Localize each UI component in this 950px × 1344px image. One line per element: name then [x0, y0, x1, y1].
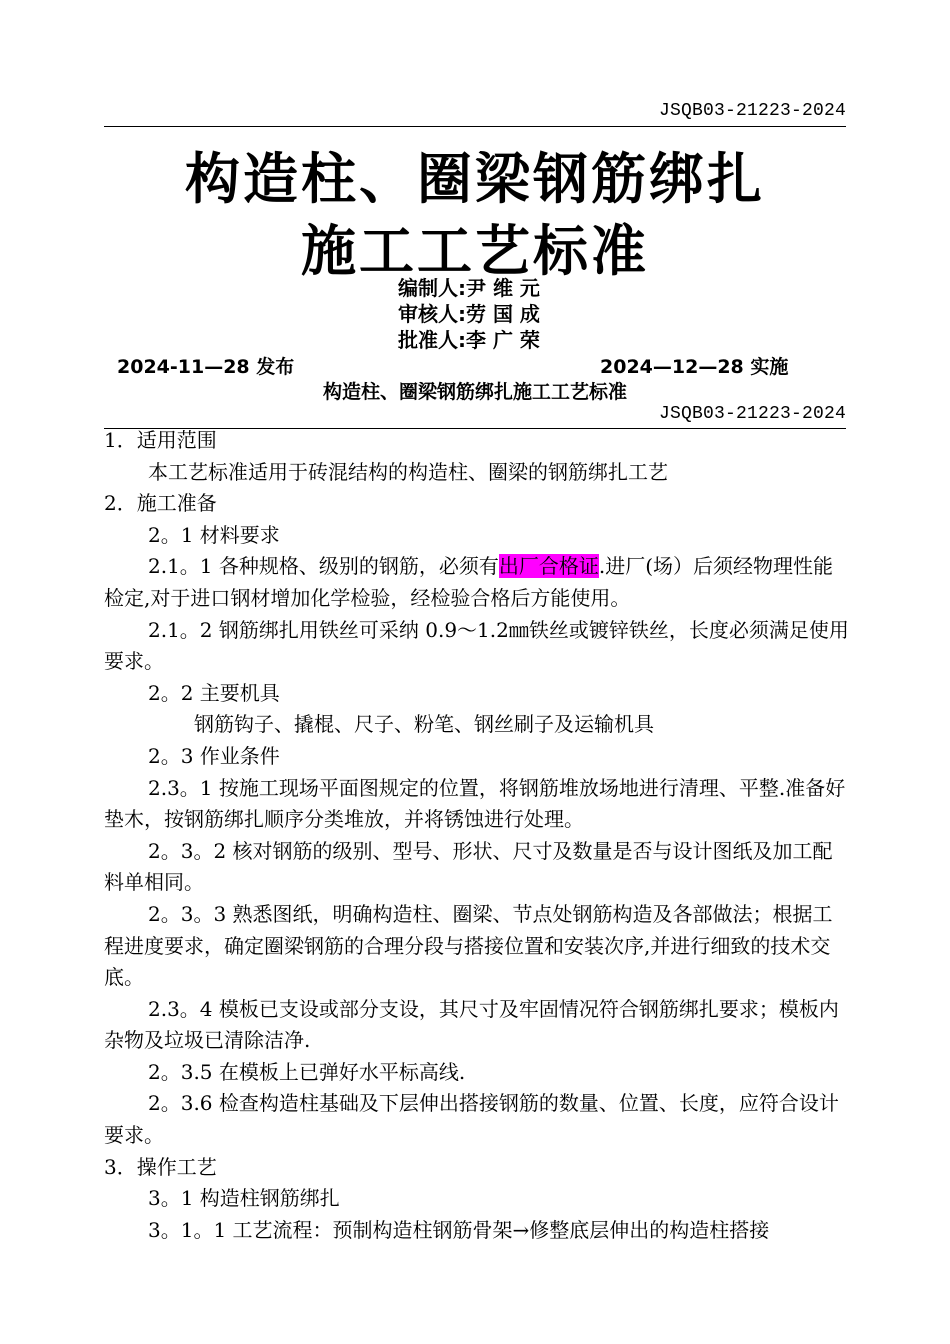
paragraph — [104, 551, 849, 614]
document-code-second: JSQB03-21223-2024 — [658, 404, 846, 424]
paragraph: 2。3.5 在模板上已弹好水平标高线. — [148, 1059, 466, 1084]
effective-date: 2024—12—28 实施 — [600, 356, 789, 378]
document-subtitle: 构造柱、圈梁钢筋绑扎施工工艺标准 — [322, 381, 627, 403]
paragraph-text: 2.1。1 各种规格、级别的钢筋，必须有 — [148, 554, 499, 579]
title-line-1: 构造柱、圈梁钢筋绑扎 — [184, 146, 765, 211]
subsection-heading: 2。3 作业条件 — [148, 743, 280, 768]
paragraph: 2.1。2 钢筋绑扎用铁丝可采纳 0.9～1.2㎜铁丝或镀锌铁丝，长度必须满足使用要求。 — [104, 617, 849, 674]
section-heading: 3．操作工艺 — [104, 1154, 217, 1179]
reviewer-line: 审核人:劳 国 成 — [398, 302, 540, 326]
paragraph: 2.3。1 按施工现场平面图规定的位置，将钢筋堆放场地进行清理、平整.准备好垫木，按钢筋绑扎顺序分类堆放，并将锈蚀进行处理。 — [104, 775, 846, 832]
paragraph: 3。1。1 工艺流程：预制构造柱钢筋骨架→修整底层伸出的构造柱搭接 — [148, 1217, 770, 1242]
compiler-line: 编制人:尹 维 元 — [398, 276, 540, 300]
paragraph: 2.3。4 模板已支设或部分支设，其尺寸及牢固情况符合钢筋绑扎要求；模板内杂物及垃圾已清除洁净. — [104, 996, 839, 1053]
paragraph: 2。3.6 检查构造柱基础及下层伸出搭接钢筋的数量、位置、长度，应符合设计要求。 — [104, 1091, 839, 1148]
paragraph: 本工艺标准适用于砖混结构的构造柱、圈梁的钢筋绑扎工艺 — [148, 459, 668, 484]
paragraph: 2。3。3 熟悉图纸，明确构造柱、圈梁、节点处钢筋构造及各部做法；根据工程进度要求，确定圈梁钢筋的合理分段与搭接位置和安装次序,并进行细致的技术交底。 — [104, 901, 833, 990]
title-line-2: 施工工艺标准 — [300, 218, 649, 283]
subsection-heading: 2。2 主要机具 — [148, 680, 280, 705]
subsection-heading: 3。1 构造柱钢筋绑扎 — [148, 1186, 340, 1211]
subsection-heading: 2。1 材料要求 — [148, 522, 280, 547]
paragraph: 2。3。2 核对钢筋的级别、型号、形状、尺寸及数量是否与设计图纸及加工配料单相同。 — [104, 838, 833, 895]
paragraph-text: .进厂(场）后须经物理性能检定,对于进口钢材增加化学检验，经检验合格后方能使用。 — [104, 554, 834, 610]
top-rule — [104, 126, 846, 127]
approver-line: 批准人:李 广 荣 — [398, 328, 540, 352]
highlighted-text: 出厂合格证 — [498, 554, 599, 579]
section-heading: 1．适用范围 — [104, 428, 217, 452]
issue-date: 2024-11—28 发布 — [117, 356, 295, 378]
signatory-block — [398, 275, 540, 353]
document-body — [104, 425, 849, 1246]
paragraph: 钢筋钩子、撬棍、尺子、粉笔、钢丝刷子及运输机具 — [194, 712, 654, 737]
document-code-top: JSQB03-21223-2024 — [658, 101, 846, 121]
section-heading: 2．施工准备 — [104, 491, 217, 516]
